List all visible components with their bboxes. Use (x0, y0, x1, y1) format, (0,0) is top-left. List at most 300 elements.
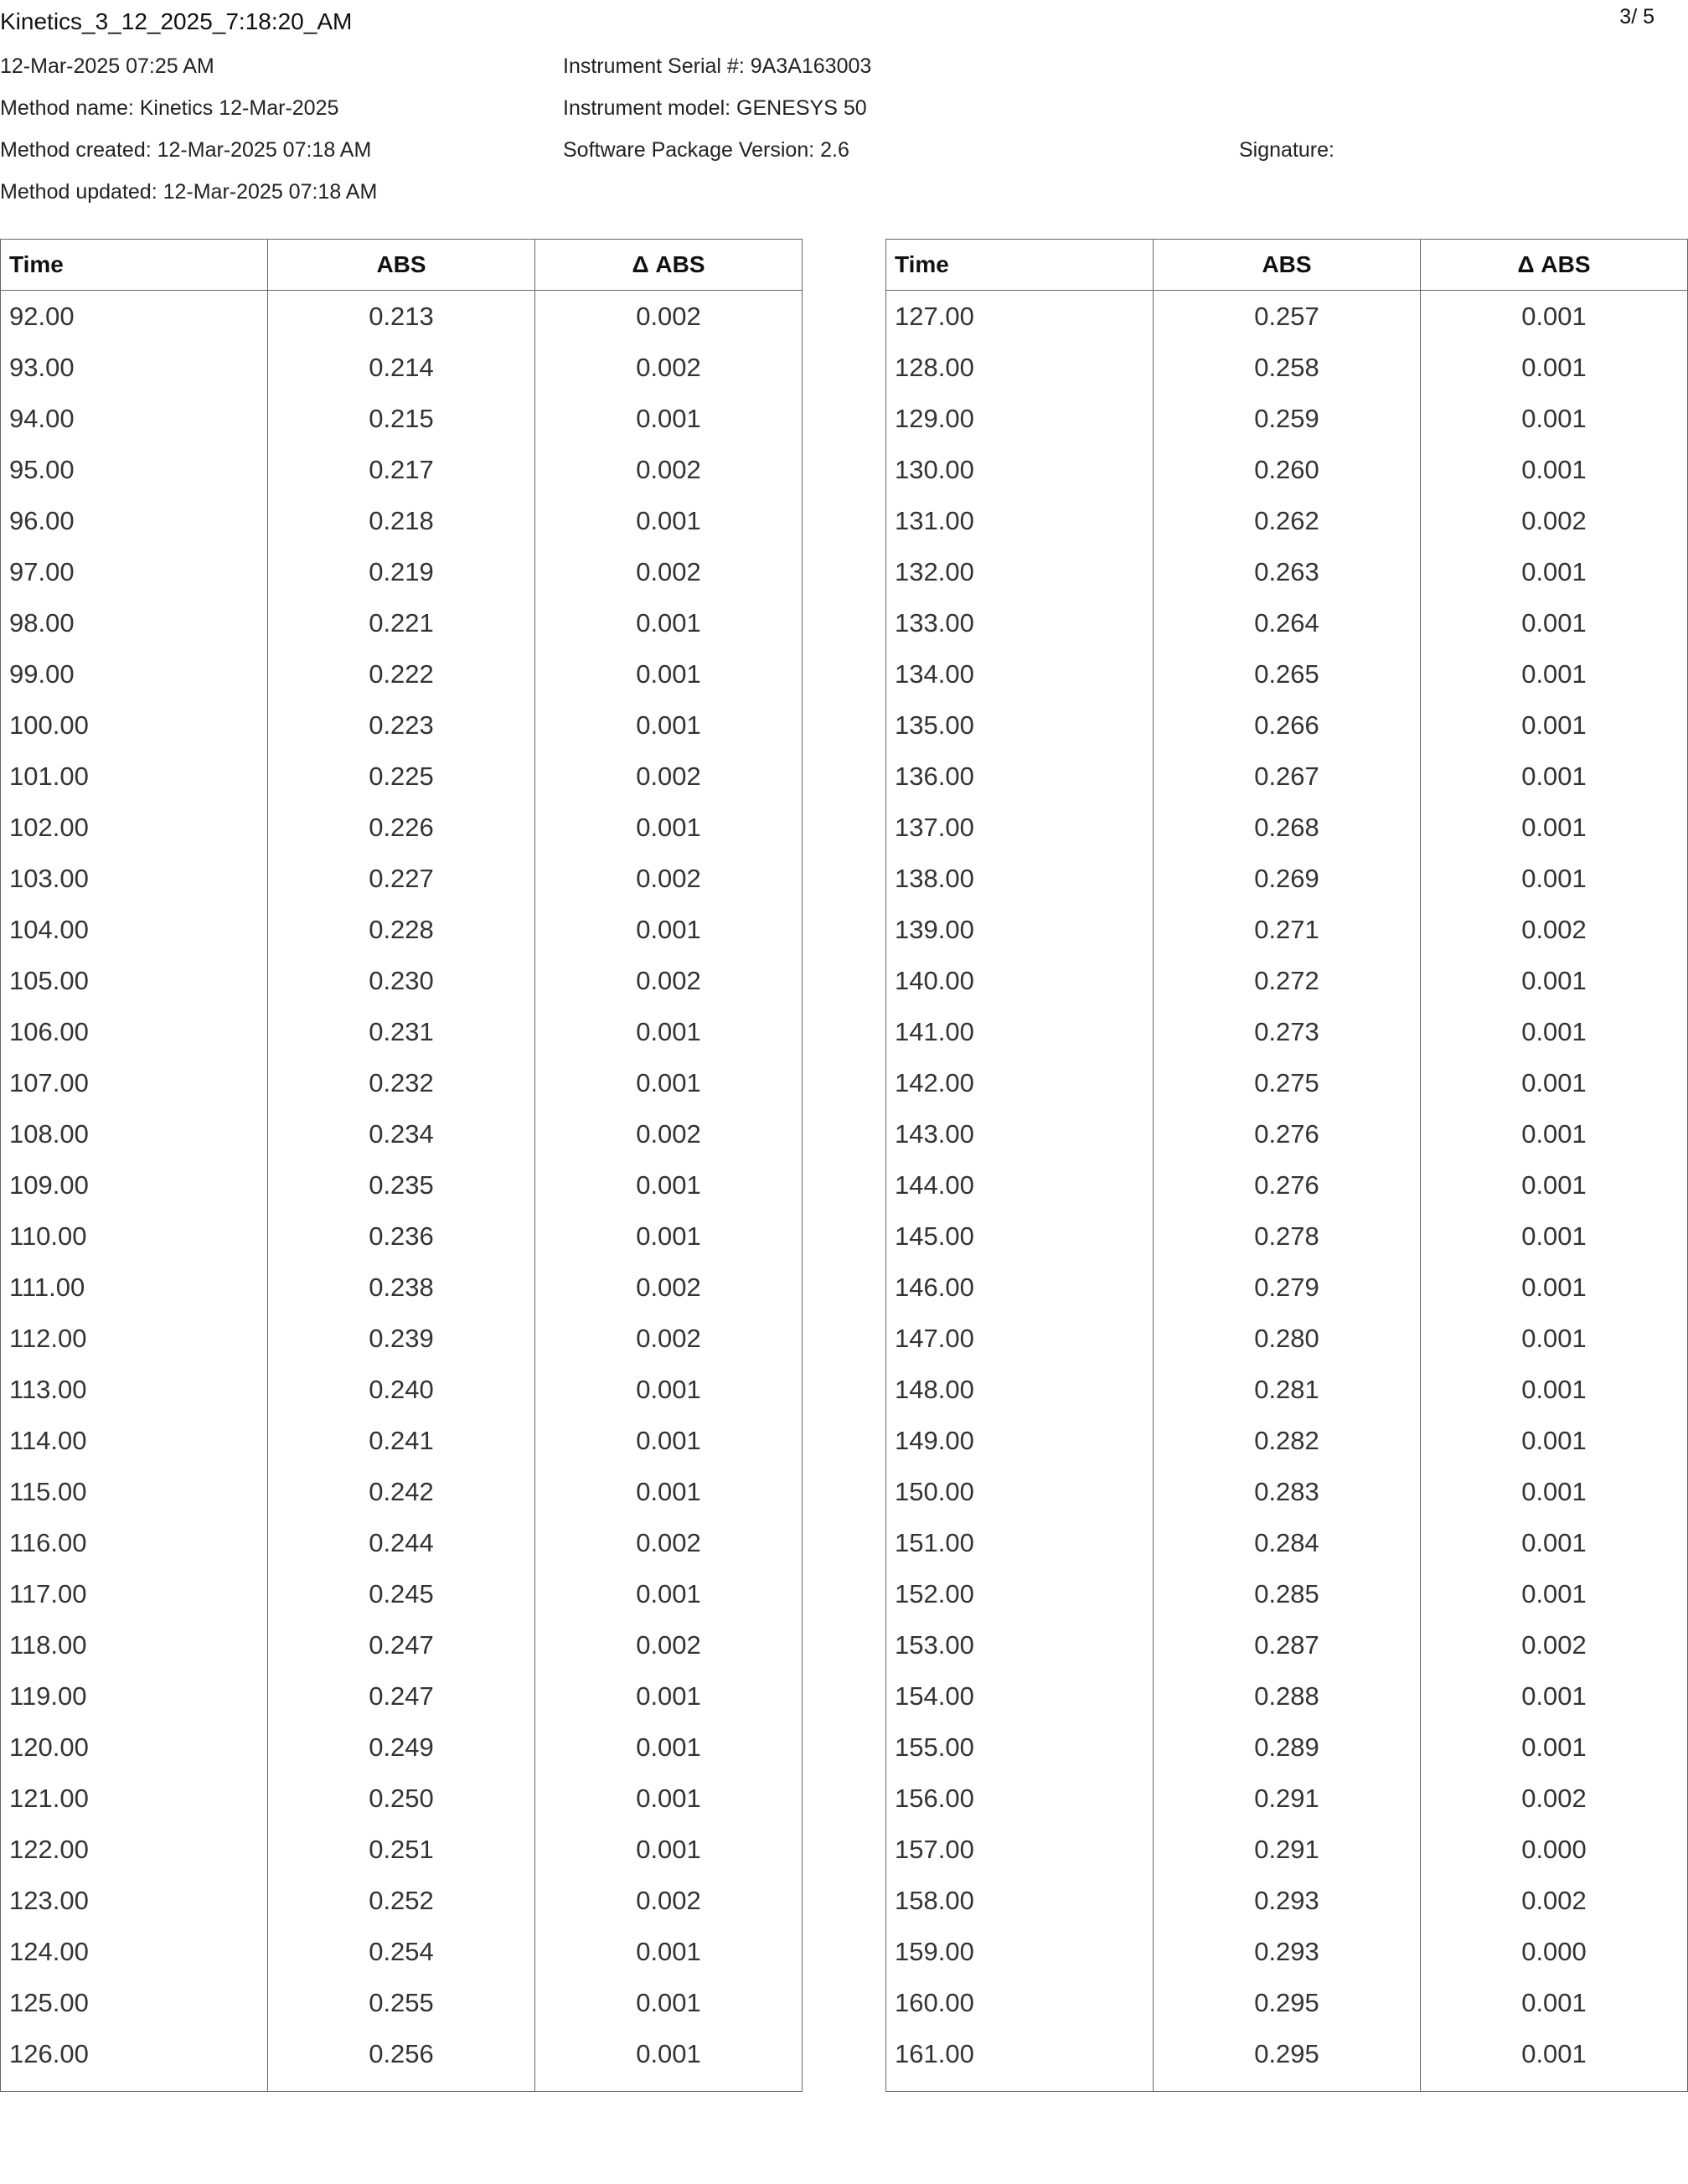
table-row (886, 648, 1688, 700)
table-row (1, 546, 803, 597)
table-row (1, 955, 803, 1006)
abs-cell: 0.247 (268, 1670, 535, 1722)
time-cell: 145.00 (886, 1211, 1154, 1262)
time-cell: 98.00 (1, 597, 268, 648)
table-row (1, 648, 803, 700)
table-row (1, 1364, 803, 1415)
table-row (1, 1670, 803, 1722)
abs-cell: 0.230 (268, 955, 535, 1006)
time-cell: 141.00 (886, 1006, 1154, 1057)
delta-abs-cell: 0.002 (535, 1619, 803, 1670)
delta-abs-cell: 0.001 (535, 1057, 803, 1108)
abs-cell: 0.218 (268, 495, 535, 546)
delta-abs-cell: 0.001 (1421, 1977, 1688, 2028)
time-cell: 104.00 (1, 904, 268, 955)
table-row (886, 955, 1688, 1006)
time-cell: 108.00 (1, 1108, 268, 1159)
kinetics-table-left (0, 239, 803, 2092)
delta-abs-cell: 0.001 (1421, 2028, 1688, 2079)
time-cell: 129.00 (886, 393, 1154, 444)
abs-cell: 0.280 (1154, 1313, 1421, 1364)
delta-abs-cell: 0.001 (1421, 1211, 1688, 1262)
delta-abs-cell: 0.001 (535, 1211, 803, 1262)
abs-cell: 0.260 (1154, 444, 1421, 495)
table-row (886, 1977, 1688, 2028)
time-cell: 115.00 (1, 1466, 268, 1517)
time-cell: 134.00 (886, 648, 1154, 700)
table-row (1, 291, 803, 343)
abs-cell: 0.257 (1154, 291, 1421, 343)
time-cell: 137.00 (886, 802, 1154, 853)
padding-cell (1154, 2079, 1421, 2092)
table-header-row (1, 240, 803, 291)
abs-cell: 0.249 (268, 1722, 535, 1773)
abs-cell: 0.232 (268, 1057, 535, 1108)
time-cell: 143.00 (886, 1108, 1154, 1159)
time-cell: 120.00 (1, 1722, 268, 1773)
table-row (886, 1670, 1688, 1722)
table-row (886, 1517, 1688, 1568)
time-cell: 139.00 (886, 904, 1154, 955)
table-row (886, 546, 1688, 597)
table-row (886, 1926, 1688, 1977)
delta-abs-cell: 0.002 (535, 546, 803, 597)
method-created: Method created: 12-Mar-2025 07:18 AM (0, 138, 372, 162)
kinetics-table-right (885, 239, 1688, 2092)
time-cell: 152.00 (886, 1568, 1154, 1619)
abs-cell: 0.265 (1154, 648, 1421, 700)
delta-abs-cell: 0.001 (535, 597, 803, 648)
table-row (1, 597, 803, 648)
abs-cell: 0.238 (268, 1262, 535, 1313)
table-row (886, 1875, 1688, 1926)
abs-cell: 0.287 (1154, 1619, 1421, 1670)
table-row (886, 1211, 1688, 1262)
abs-cell: 0.244 (268, 1517, 535, 1568)
time-cell: 138.00 (886, 853, 1154, 904)
delta-abs-cell: 0.001 (1421, 546, 1688, 597)
abs-cell: 0.219 (268, 546, 535, 597)
time-cell: 106.00 (1, 1006, 268, 1057)
table-row (1, 802, 803, 853)
page-number: 3/ 5 (1619, 5, 1654, 28)
delta-abs-cell: 0.001 (1421, 1568, 1688, 1619)
delta-abs-cell: 0.001 (535, 1977, 803, 2028)
delta-abs-cell: 0.001 (1421, 1722, 1688, 1773)
delta-abs-cell: 0.001 (535, 1824, 803, 1875)
table-row (1, 1415, 803, 1466)
abs-cell: 0.214 (268, 342, 535, 393)
abs-cell: 0.276 (1154, 1159, 1421, 1211)
table-row (886, 495, 1688, 546)
table-row (1, 2028, 803, 2079)
table-row (886, 1722, 1688, 1773)
delta-abs-cell: 0.001 (535, 495, 803, 546)
table-row (886, 1619, 1688, 1670)
time-cell: 160.00 (886, 1977, 1154, 2028)
delta-abs-cell: 0.002 (535, 1313, 803, 1364)
table-row (886, 904, 1688, 955)
table-row (1, 904, 803, 955)
abs-cell: 0.226 (268, 802, 535, 853)
method-updated: Method updated: 12-Mar-2025 07:18 AM (0, 180, 378, 204)
delta-abs-cell: 0.001 (535, 1006, 803, 1057)
abs-cell: 0.236 (268, 1211, 535, 1262)
column-header-delta-abs: Δ ABS (1421, 240, 1688, 291)
time-cell: 147.00 (886, 1313, 1154, 1364)
abs-cell: 0.223 (268, 700, 535, 751)
table-row (886, 393, 1688, 444)
delta-abs-cell: 0.001 (535, 648, 803, 700)
time-cell: 97.00 (1, 546, 268, 597)
time-cell: 150.00 (886, 1466, 1154, 1517)
abs-cell: 0.242 (268, 1466, 535, 1517)
table-row (1, 1517, 803, 1568)
table-row (886, 1108, 1688, 1159)
delta-abs-cell: 0.001 (535, 1722, 803, 1773)
abs-cell: 0.291 (1154, 1824, 1421, 1875)
table-row (886, 342, 1688, 393)
delta-abs-cell: 0.002 (535, 955, 803, 1006)
delta-abs-cell: 0.001 (535, 1159, 803, 1211)
time-cell: 101.00 (1, 751, 268, 802)
table-row (886, 700, 1688, 751)
time-cell: 102.00 (1, 802, 268, 853)
abs-cell: 0.215 (268, 393, 535, 444)
abs-cell: 0.231 (268, 1006, 535, 1057)
abs-cell: 0.240 (268, 1364, 535, 1415)
table-row (1, 1824, 803, 1875)
abs-cell: 0.272 (1154, 955, 1421, 1006)
delta-abs-cell: 0.001 (535, 393, 803, 444)
delta-abs-cell: 0.001 (535, 2028, 803, 2079)
table-row (1, 444, 803, 495)
signature-label: Signature: (1239, 138, 1334, 162)
time-cell: 110.00 (1, 1211, 268, 1262)
table-row (1, 1057, 803, 1108)
abs-cell: 0.235 (268, 1159, 535, 1211)
abs-cell: 0.227 (268, 853, 535, 904)
table-row (1, 1619, 803, 1670)
time-cell: 144.00 (886, 1159, 1154, 1211)
delta-abs-cell: 0.001 (1421, 1159, 1688, 1211)
instrument-model: Instrument model: GENESYS 50 (563, 96, 867, 120)
time-cell: 135.00 (886, 700, 1154, 751)
time-cell: 154.00 (886, 1670, 1154, 1722)
time-cell: 131.00 (886, 495, 1154, 546)
time-cell: 156.00 (886, 1773, 1154, 1824)
time-cell: 148.00 (886, 1364, 1154, 1415)
time-cell: 96.00 (1, 495, 268, 546)
time-cell: 125.00 (1, 1977, 268, 2028)
time-cell: 151.00 (886, 1517, 1154, 1568)
delta-abs-cell: 0.000 (1421, 1824, 1688, 1875)
table-row (886, 1773, 1688, 1824)
delta-abs-cell: 0.001 (1421, 1364, 1688, 1415)
time-cell: 105.00 (1, 955, 268, 1006)
time-cell: 124.00 (1, 1926, 268, 1977)
abs-cell: 0.247 (268, 1619, 535, 1670)
delta-abs-cell: 0.001 (535, 700, 803, 751)
table-row (886, 853, 1688, 904)
abs-cell: 0.295 (1154, 2028, 1421, 2079)
delta-abs-cell: 0.002 (535, 751, 803, 802)
abs-cell: 0.281 (1154, 1364, 1421, 1415)
software-version: Software Package Version: 2.6 (563, 138, 849, 162)
time-cell: 118.00 (1, 1619, 268, 1670)
abs-cell: 0.254 (268, 1926, 535, 1977)
time-cell: 161.00 (886, 2028, 1154, 2079)
delta-abs-cell: 0.001 (1421, 1466, 1688, 1517)
padding-cell (1421, 2079, 1688, 2092)
report-datetime: 12-Mar-2025 07:25 AM (0, 54, 214, 78)
delta-abs-cell: 0.001 (1421, 700, 1688, 751)
time-cell: 127.00 (886, 291, 1154, 343)
table-row (886, 1313, 1688, 1364)
time-cell: 130.00 (886, 444, 1154, 495)
delta-abs-cell: 0.001 (535, 1773, 803, 1824)
table-row (1, 393, 803, 444)
delta-abs-cell: 0.001 (1421, 1057, 1688, 1108)
abs-cell: 0.282 (1154, 1415, 1421, 1466)
abs-cell: 0.251 (268, 1824, 535, 1875)
delta-abs-cell: 0.002 (1421, 1773, 1688, 1824)
time-cell: 155.00 (886, 1722, 1154, 1773)
delta-abs-cell: 0.001 (535, 1926, 803, 1977)
time-cell: 107.00 (1, 1057, 268, 1108)
abs-cell: 0.245 (268, 1568, 535, 1619)
table-row (1, 1006, 803, 1057)
padding-cell (886, 2079, 1154, 2092)
table-row (1, 1262, 803, 1313)
delta-abs-cell: 0.001 (535, 1415, 803, 1466)
table-row (1, 1875, 803, 1926)
abs-cell: 0.255 (268, 1977, 535, 2028)
time-cell: 99.00 (1, 648, 268, 700)
abs-cell: 0.264 (1154, 597, 1421, 648)
table-row (886, 1466, 1688, 1517)
table-row (1, 1211, 803, 1262)
abs-cell: 0.250 (268, 1773, 535, 1824)
abs-cell: 0.263 (1154, 546, 1421, 597)
abs-cell: 0.278 (1154, 1211, 1421, 1262)
time-cell: 109.00 (1, 1159, 268, 1211)
table-row (886, 444, 1688, 495)
column-header-time: Time (1, 240, 268, 291)
abs-cell: 0.234 (268, 1108, 535, 1159)
delta-abs-cell: 0.001 (1421, 597, 1688, 648)
time-cell: 146.00 (886, 1262, 1154, 1313)
time-cell: 136.00 (886, 751, 1154, 802)
delta-abs-cell: 0.001 (535, 1466, 803, 1517)
table-row (1, 1773, 803, 1824)
time-cell: 149.00 (886, 1415, 1154, 1466)
table-row (1, 1977, 803, 2028)
delta-abs-cell: 0.001 (535, 904, 803, 955)
padding-cell (535, 2079, 803, 2092)
delta-abs-cell: 0.001 (1421, 291, 1688, 343)
delta-abs-cell: 0.002 (535, 342, 803, 393)
abs-cell: 0.295 (1154, 1977, 1421, 2028)
abs-cell: 0.289 (1154, 1722, 1421, 1773)
abs-cell: 0.241 (268, 1415, 535, 1466)
table-row (886, 1568, 1688, 1619)
table-row (1, 495, 803, 546)
delta-abs-cell: 0.001 (535, 802, 803, 853)
time-cell: 100.00 (1, 700, 268, 751)
delta-abs-cell: 0.001 (535, 1670, 803, 1722)
delta-abs-cell: 0.001 (1421, 1006, 1688, 1057)
table-row (886, 751, 1688, 802)
time-cell: 95.00 (1, 444, 268, 495)
delta-abs-cell: 0.002 (535, 853, 803, 904)
delta-abs-cell: 0.001 (535, 1364, 803, 1415)
delta-abs-cell: 0.001 (1421, 1262, 1688, 1313)
abs-cell: 0.279 (1154, 1262, 1421, 1313)
column-header-time: Time (886, 240, 1154, 291)
time-cell: 114.00 (1, 1415, 268, 1466)
table-bottom-padding (886, 2079, 1688, 2092)
abs-cell: 0.256 (268, 2028, 535, 2079)
time-cell: 153.00 (886, 1619, 1154, 1670)
table-row (886, 291, 1688, 343)
table-row (1, 1926, 803, 1977)
table-row (886, 802, 1688, 853)
time-cell: 133.00 (886, 597, 1154, 648)
time-cell: 126.00 (1, 2028, 268, 2079)
delta-abs-cell: 0.001 (1421, 342, 1688, 393)
delta-abs-cell: 0.001 (1421, 648, 1688, 700)
abs-cell: 0.276 (1154, 1108, 1421, 1159)
time-cell: 140.00 (886, 955, 1154, 1006)
abs-cell: 0.213 (268, 291, 535, 343)
table-row (1, 700, 803, 751)
method-name: Method name: Kinetics 12-Mar-2025 (0, 96, 339, 120)
delta-abs-cell: 0.002 (1421, 1619, 1688, 1670)
time-cell: 123.00 (1, 1875, 268, 1926)
table-row (1, 751, 803, 802)
time-cell: 112.00 (1, 1313, 268, 1364)
table-row (1, 342, 803, 393)
delta-abs-cell: 0.001 (1421, 853, 1688, 904)
time-cell: 117.00 (1, 1568, 268, 1619)
delta-abs-cell: 0.001 (1421, 955, 1688, 1006)
delta-abs-cell: 0.002 (1421, 495, 1688, 546)
abs-cell: 0.252 (268, 1875, 535, 1926)
time-cell: 93.00 (1, 342, 268, 393)
table-header-row (886, 240, 1688, 291)
abs-cell: 0.293 (1154, 1875, 1421, 1926)
delta-abs-cell: 0.002 (1421, 904, 1688, 955)
abs-cell: 0.284 (1154, 1517, 1421, 1568)
time-cell: 122.00 (1, 1824, 268, 1875)
time-cell: 92.00 (1, 291, 268, 343)
abs-cell: 0.266 (1154, 700, 1421, 751)
abs-cell: 0.267 (1154, 751, 1421, 802)
abs-cell: 0.269 (1154, 853, 1421, 904)
delta-abs-cell: 0.001 (1421, 1313, 1688, 1364)
time-cell: 128.00 (886, 342, 1154, 393)
time-cell: 94.00 (1, 393, 268, 444)
table-row (886, 1159, 1688, 1211)
table-row (886, 1415, 1688, 1466)
time-cell: 121.00 (1, 1773, 268, 1824)
column-header-abs: ABS (268, 240, 535, 291)
delta-abs-cell: 0.001 (1421, 444, 1688, 495)
abs-cell: 0.285 (1154, 1568, 1421, 1619)
table-bottom-padding (1, 2079, 803, 2092)
time-cell: 113.00 (1, 1364, 268, 1415)
abs-cell: 0.228 (268, 904, 535, 955)
time-cell: 132.00 (886, 546, 1154, 597)
time-cell: 119.00 (1, 1670, 268, 1722)
table-row (886, 1006, 1688, 1057)
delta-abs-cell: 0.002 (535, 1517, 803, 1568)
delta-abs-cell: 0.001 (1421, 1415, 1688, 1466)
table-row (886, 2028, 1688, 2079)
time-cell: 158.00 (886, 1875, 1154, 1926)
abs-cell: 0.288 (1154, 1670, 1421, 1722)
table-row (1, 853, 803, 904)
column-header-delta-abs: Δ ABS (535, 240, 803, 291)
abs-cell: 0.291 (1154, 1773, 1421, 1824)
abs-cell: 0.271 (1154, 904, 1421, 955)
delta-abs-cell: 0.001 (1421, 802, 1688, 853)
table-row (886, 597, 1688, 648)
abs-cell: 0.268 (1154, 802, 1421, 853)
delta-abs-cell: 0.002 (535, 1108, 803, 1159)
report-title: Kinetics_3_12_2025_7:18:20_AM (0, 8, 353, 34)
table-row (1, 1466, 803, 1517)
delta-abs-cell: 0.002 (535, 1262, 803, 1313)
abs-cell: 0.259 (1154, 393, 1421, 444)
table-row (886, 1824, 1688, 1875)
abs-cell: 0.262 (1154, 495, 1421, 546)
table-row (1, 1722, 803, 1773)
abs-cell: 0.283 (1154, 1466, 1421, 1517)
abs-cell: 0.217 (268, 444, 535, 495)
delta-abs-cell: 0.001 (535, 1568, 803, 1619)
delta-abs-cell: 0.001 (1421, 1670, 1688, 1722)
abs-cell: 0.275 (1154, 1057, 1421, 1108)
abs-cell: 0.293 (1154, 1926, 1421, 1977)
table-row (886, 1364, 1688, 1415)
time-cell: 159.00 (886, 1926, 1154, 1977)
table-row (886, 1057, 1688, 1108)
delta-abs-cell: 0.001 (1421, 751, 1688, 802)
delta-abs-cell: 0.002 (1421, 1875, 1688, 1926)
padding-cell (268, 2079, 535, 2092)
delta-abs-cell: 0.001 (1421, 1517, 1688, 1568)
table-row (1, 1568, 803, 1619)
abs-cell: 0.258 (1154, 342, 1421, 393)
table-row (886, 1262, 1688, 1313)
abs-cell: 0.225 (268, 751, 535, 802)
time-cell: 142.00 (886, 1057, 1154, 1108)
table-row (1, 1159, 803, 1211)
abs-cell: 0.273 (1154, 1006, 1421, 1057)
abs-cell: 0.221 (268, 597, 535, 648)
time-cell: 103.00 (1, 853, 268, 904)
time-cell: 157.00 (886, 1824, 1154, 1875)
padding-cell (1, 2079, 268, 2092)
instrument-serial: Instrument Serial #: 9A3A163003 (563, 54, 872, 78)
abs-cell: 0.222 (268, 648, 535, 700)
delta-abs-cell: 0.002 (535, 1875, 803, 1926)
column-header-abs: ABS (1154, 240, 1421, 291)
time-cell: 116.00 (1, 1517, 268, 1568)
delta-abs-cell: 0.002 (535, 291, 803, 343)
